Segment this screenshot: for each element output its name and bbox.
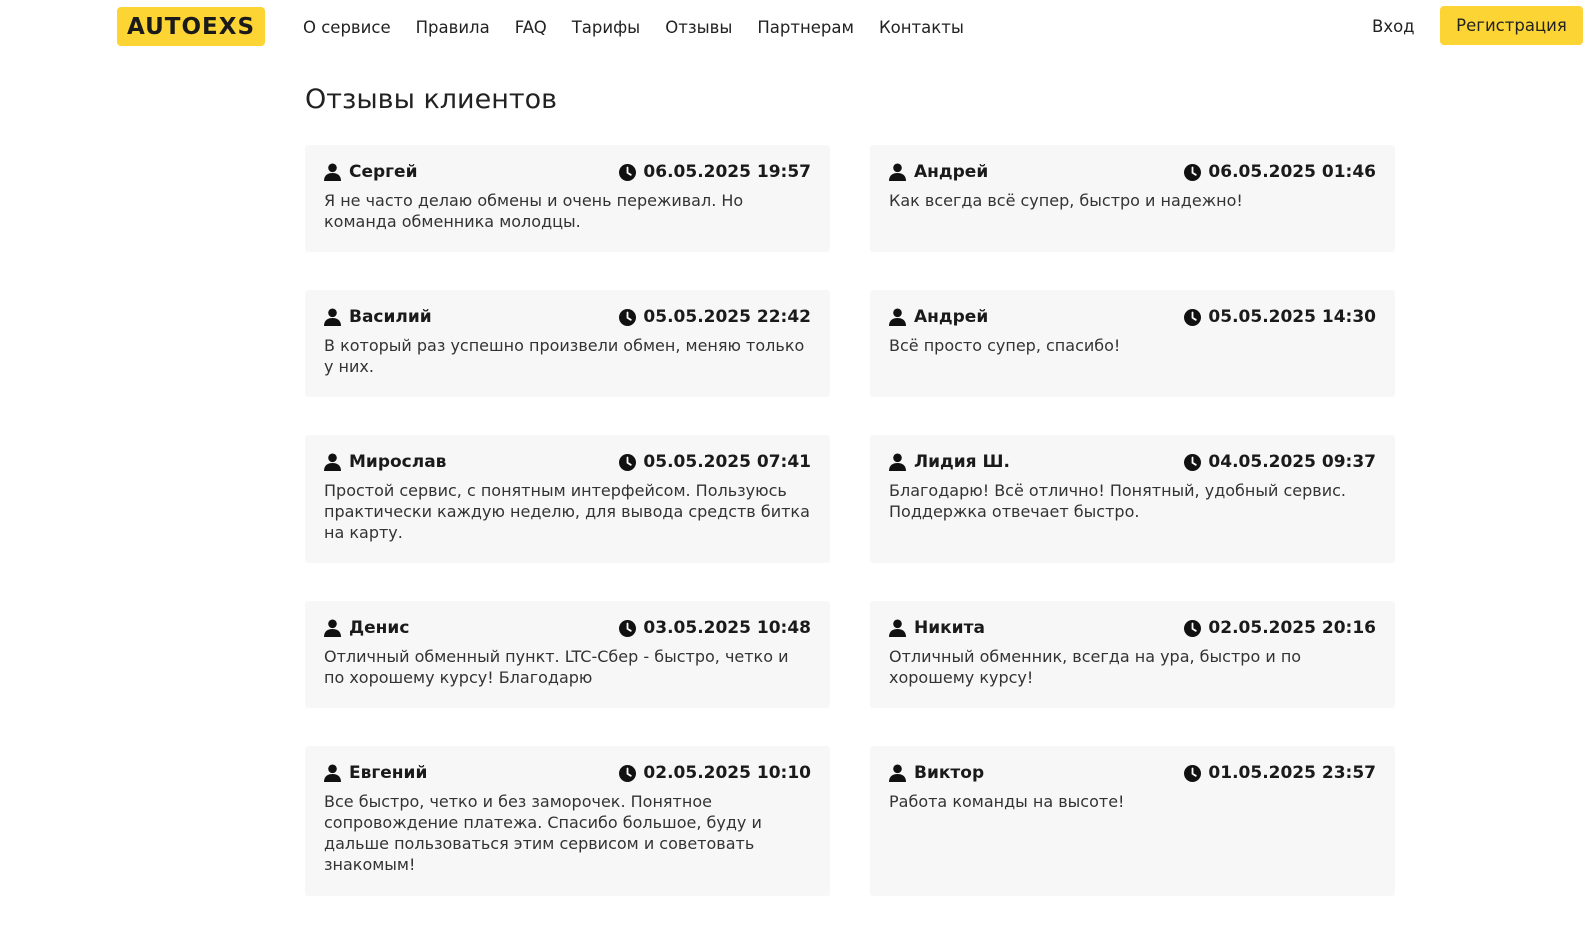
register-button[interactable]: Регистрация xyxy=(1440,6,1583,45)
review-datetime: 03.05.2025 10:48 xyxy=(643,618,811,638)
clock-icon xyxy=(1184,454,1201,471)
review-card xyxy=(870,145,1395,252)
page-title: Отзывы клиентов xyxy=(305,84,558,115)
review-datetime: 02.05.2025 20:16 xyxy=(1208,618,1376,638)
review-header xyxy=(324,159,811,185)
user-icon xyxy=(324,619,341,637)
review-date xyxy=(619,162,811,182)
review-author xyxy=(324,452,446,472)
review-text: Я не часто делаю обмены и очень переживал. Но команда обменника молодцы. xyxy=(324,191,744,231)
review-header xyxy=(324,304,811,330)
user-icon xyxy=(889,308,906,326)
review-header xyxy=(889,760,1376,786)
review-datetime: 06.05.2025 01:46 xyxy=(1208,162,1376,182)
review-datetime: 01.05.2025 23:57 xyxy=(1208,763,1376,783)
review-text: Работа команды на высоте! xyxy=(889,792,1125,811)
nav-rules[interactable]: Правила xyxy=(415,17,490,37)
review-author-name: Лидия Ш. xyxy=(914,452,1010,472)
review-author-name: Денис xyxy=(349,618,410,638)
review-datetime: 02.05.2025 10:10 xyxy=(643,763,811,783)
review-author-name: Никита xyxy=(914,618,985,638)
clock-icon xyxy=(1184,620,1201,637)
user-icon xyxy=(889,163,906,181)
review-card xyxy=(870,601,1395,708)
nav-partners[interactable]: Партнерам xyxy=(757,17,854,37)
clock-icon xyxy=(619,620,636,637)
user-icon xyxy=(889,764,906,782)
nav-contacts[interactable]: Контакты xyxy=(878,17,964,37)
review-date xyxy=(619,763,811,783)
login-link[interactable]: Вход xyxy=(1372,17,1415,36)
clock-icon xyxy=(1184,164,1201,181)
review-header xyxy=(889,159,1376,185)
review-card xyxy=(305,435,830,563)
user-icon xyxy=(324,764,341,782)
clock-icon xyxy=(619,309,636,326)
review-author xyxy=(889,452,1010,472)
review-header xyxy=(324,615,811,641)
review-author xyxy=(889,162,988,182)
review-datetime: 05.05.2025 07:41 xyxy=(643,452,811,472)
review-author-name: Андрей xyxy=(914,307,989,327)
review-author-name: Мирослав xyxy=(349,452,447,472)
review-header xyxy=(889,615,1376,641)
review-text: Простой сервис, с понятным интерфейсом. Пользуюсь практически каждую неделю, для вывода средств битка на карту. xyxy=(324,481,810,542)
review-author-name: Виктор xyxy=(914,763,985,783)
review-author xyxy=(324,307,432,327)
nav-about[interactable]: О сервисе xyxy=(303,17,391,37)
review-date xyxy=(619,452,811,472)
review-card xyxy=(305,290,830,397)
review-text: Как всегда всё супер, быстро и надежно! xyxy=(889,191,1243,210)
clock-icon xyxy=(619,765,636,782)
review-datetime: 06.05.2025 19:57 xyxy=(643,162,811,182)
user-icon xyxy=(889,453,906,471)
review-author xyxy=(324,618,409,638)
review-date xyxy=(1184,452,1376,472)
review-author-name: Евгений xyxy=(349,763,428,783)
logo[interactable]: AUTOEXS xyxy=(117,7,265,46)
review-author xyxy=(324,162,418,182)
review-header xyxy=(889,304,1376,330)
review-card xyxy=(305,145,830,252)
clock-icon xyxy=(1184,765,1201,782)
review-date xyxy=(619,618,811,638)
review-text: Благодарю! Всё отлично! Понятный, удобный сервис. Поддержка отвечает быстро. xyxy=(889,481,1346,521)
review-author xyxy=(889,618,985,638)
review-header xyxy=(324,449,811,475)
main-nav xyxy=(303,14,989,40)
user-icon xyxy=(324,308,341,326)
review-datetime: 05.05.2025 22:42 xyxy=(643,307,811,327)
review-author-name: Василий xyxy=(349,307,432,327)
review-date xyxy=(1184,307,1376,327)
review-text: Все быстро, четко и без заморочек. Понятное сопровождение платежа. Спасибо большое, буду и дальше пользоваться этим сервисом и советовать знакомым! xyxy=(324,792,762,874)
review-card xyxy=(305,746,830,896)
review-card xyxy=(870,290,1395,397)
review-date xyxy=(1184,618,1376,638)
review-date xyxy=(619,307,811,327)
review-date xyxy=(1184,763,1376,783)
clock-icon xyxy=(1184,309,1201,326)
top-header xyxy=(0,0,1589,54)
review-author xyxy=(889,307,988,327)
user-icon xyxy=(324,453,341,471)
review-date xyxy=(1184,162,1376,182)
review-author-name: Андрей xyxy=(914,162,989,182)
review-author xyxy=(889,763,984,783)
review-text: Отличный обменник, всегда на ура, быстро и по хорошему курсу! xyxy=(889,647,1302,687)
review-text: Отличный обменный пункт. LTC-Сбер - быстро, четко и по хорошему курсу! Благодарю xyxy=(324,647,789,687)
nav-reviews[interactable]: Отзывы xyxy=(665,17,733,37)
nav-faq[interactable]: FAQ xyxy=(514,17,547,37)
user-icon xyxy=(889,619,906,637)
review-card xyxy=(305,601,830,708)
review-header xyxy=(324,760,811,786)
reviews-grid xyxy=(305,145,1395,934)
review-author-name: Сергей xyxy=(349,162,418,182)
review-text: Всё просто супер, спасибо! xyxy=(889,336,1121,355)
review-author xyxy=(324,763,427,783)
review-datetime: 05.05.2025 14:30 xyxy=(1208,307,1376,327)
user-icon xyxy=(324,163,341,181)
review-card xyxy=(870,746,1395,896)
review-datetime: 04.05.2025 09:37 xyxy=(1208,452,1376,472)
review-header xyxy=(889,449,1376,475)
review-text: В который раз успешно произвели обмен, меняю только у них. xyxy=(324,336,805,376)
clock-icon xyxy=(619,164,636,181)
review-card xyxy=(870,435,1395,563)
clock-icon xyxy=(619,454,636,471)
nav-tariffs[interactable]: Тарифы xyxy=(571,17,641,37)
